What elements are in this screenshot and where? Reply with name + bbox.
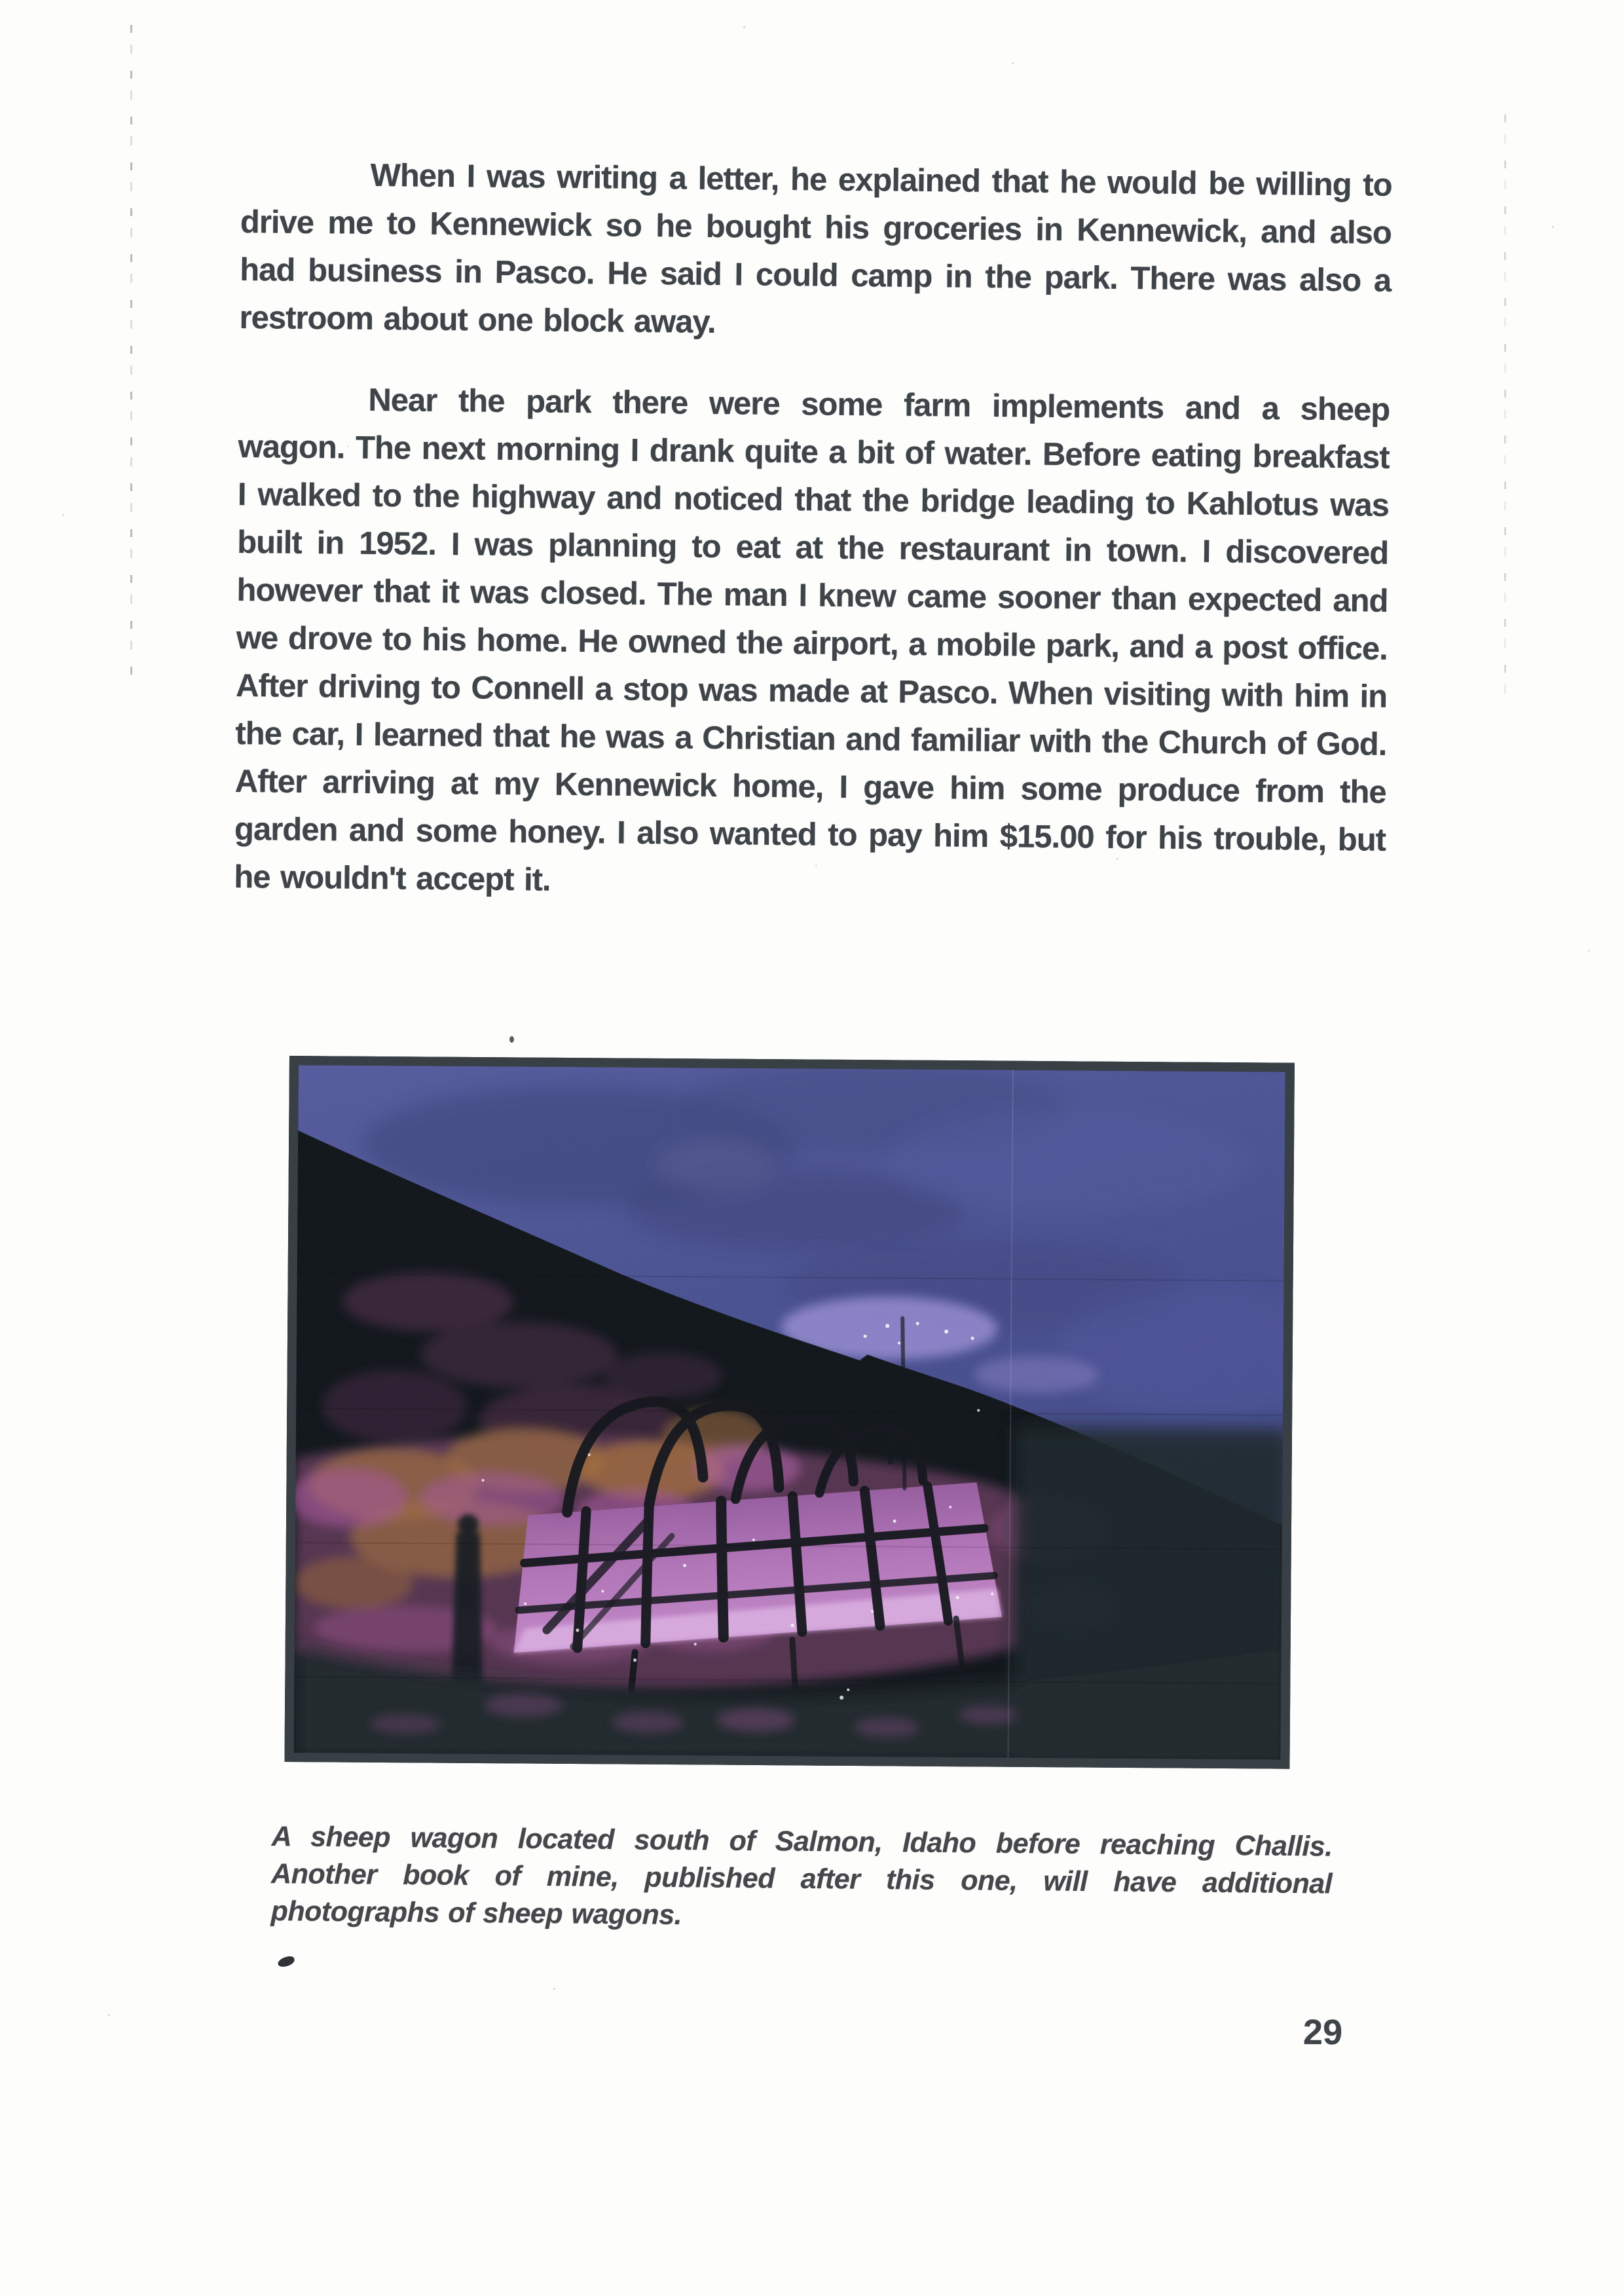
page-number: 29 bbox=[1302, 2012, 1343, 2053]
body-text bbox=[234, 151, 1392, 912]
stray-ink-blot bbox=[277, 1955, 296, 1968]
sheep-wagon-photo bbox=[284, 1056, 1294, 1769]
scan-artifact-line-right bbox=[1504, 115, 1506, 704]
scan-noise-speckles bbox=[743, 26, 745, 28]
photo-artwork bbox=[294, 1065, 1285, 1759]
paragraph-2: Near the park there were some farm implements and a sheep wagon. The next morning I drank quite a bit of water. Before eating breakfast I walked to the highway and noticed that the bridge leading to Kahlotus was built in 1952. I was planning to eat at the restaurant in town. I discovered however that it was closed. The man I knew came sooner than expected and we drove to his home. He owned the airport, a mobile park, and a post office. After driving to Connell a stop was made at Pasco. When visiting with him in the car, I learned that he was a Christian and familiar with the Church of God. After arriving at my Kennewick home, I gave him some produce from the garden and some honey. I also wanted to pay him $15.00 for his trouble, but he wouldn't accept it. bbox=[234, 382, 1390, 898]
paragraph-1: When I was writing a letter, he explained that he would be willing to drive me to Kennewick so he bought his groceries in Kennewick, and also had business in Pasco. He said I could camp in the park. There was also a restroom about one block away. bbox=[239, 157, 1392, 340]
photo-caption: A sheep wagon located south of Salmon, Idaho before reaching Challis. Another book of mine, published after this one, will have additional photographs of sheep wagons. bbox=[270, 1820, 1333, 1931]
scan-artifact-line-left bbox=[130, 25, 132, 680]
stray-ink-dot bbox=[509, 1036, 514, 1043]
